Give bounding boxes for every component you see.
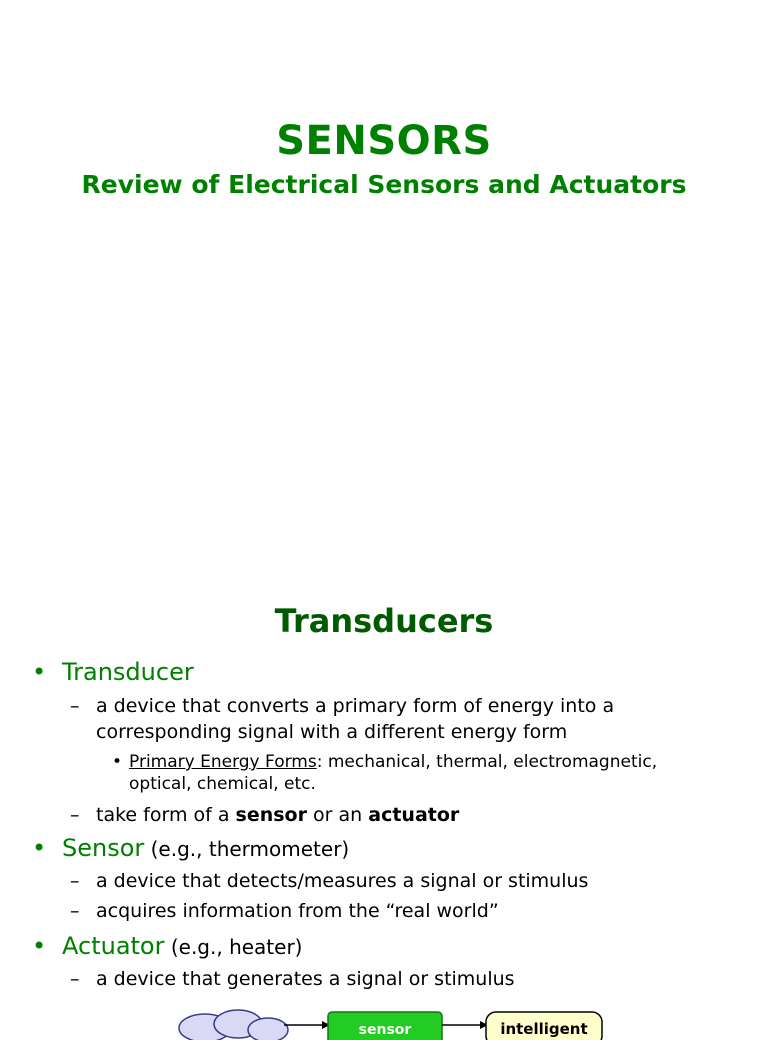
- bullet-icon: •: [32, 932, 47, 960]
- slide-title: Transducers: [274, 602, 494, 640]
- take-form-line: [96, 804, 459, 826]
- real-world-cloud-icon: [179, 1010, 288, 1040]
- sensor-block-diagram: [0, 1000, 768, 1040]
- term-sensor: Sensor: [62, 834, 145, 862]
- bullet-transducer: [62, 658, 194, 686]
- slide-title: SENSORS: [276, 118, 492, 164]
- bullet-icon: •: [32, 834, 47, 862]
- forms-text: : mechanical, thermal, electromagnetic,: [316, 752, 658, 772]
- bullet-icon: •: [112, 752, 123, 772]
- term-transducer: Transducer: [62, 658, 194, 686]
- dash-icon: –: [70, 804, 80, 826]
- slide-subtitle: Review of Electrical Sensors and Actuators: [81, 170, 687, 199]
- sensor-box-label: sensor: [358, 1022, 412, 1038]
- dash-icon: –: [70, 900, 80, 922]
- forms-label: Primary Energy Forms: [129, 752, 317, 772]
- sensor-definition-2: acquires information from the “real world”: [96, 900, 499, 922]
- forms-text-line2: optical, chemical, etc.: [129, 774, 316, 794]
- actuator-example: (e.g., heater): [164, 935, 303, 959]
- bullet-sensor: [62, 834, 349, 862]
- sensor-definition-1: a device that detects/measures a signal or stimulus: [96, 870, 589, 892]
- sensor-example: (e.g., thermometer): [144, 837, 350, 861]
- transducer-definition-line1: a device that converts a primary form of energy into a: [96, 695, 615, 717]
- take-sensor: sensor: [235, 804, 307, 826]
- primary-energy-forms: [129, 752, 657, 772]
- dash-icon: –: [70, 695, 80, 717]
- actuator-definition-1: a device that generates a signal or stimulus: [96, 968, 515, 990]
- take-mid: or an: [307, 804, 369, 826]
- take-actuator: actuator: [368, 804, 460, 826]
- transducer-definition-line2: corresponding signal with a different energy form: [96, 721, 568, 743]
- dash-icon: –: [70, 870, 80, 892]
- bullet-icon: •: [32, 658, 47, 686]
- take-prefix: take form of a: [96, 804, 236, 826]
- bullet-actuator: [62, 932, 302, 960]
- term-actuator: Actuator: [62, 932, 165, 960]
- dash-icon: –: [70, 968, 80, 990]
- intelligent-box-label: intelligent: [500, 1020, 588, 1038]
- transducers-slide: [0, 560, 768, 1038]
